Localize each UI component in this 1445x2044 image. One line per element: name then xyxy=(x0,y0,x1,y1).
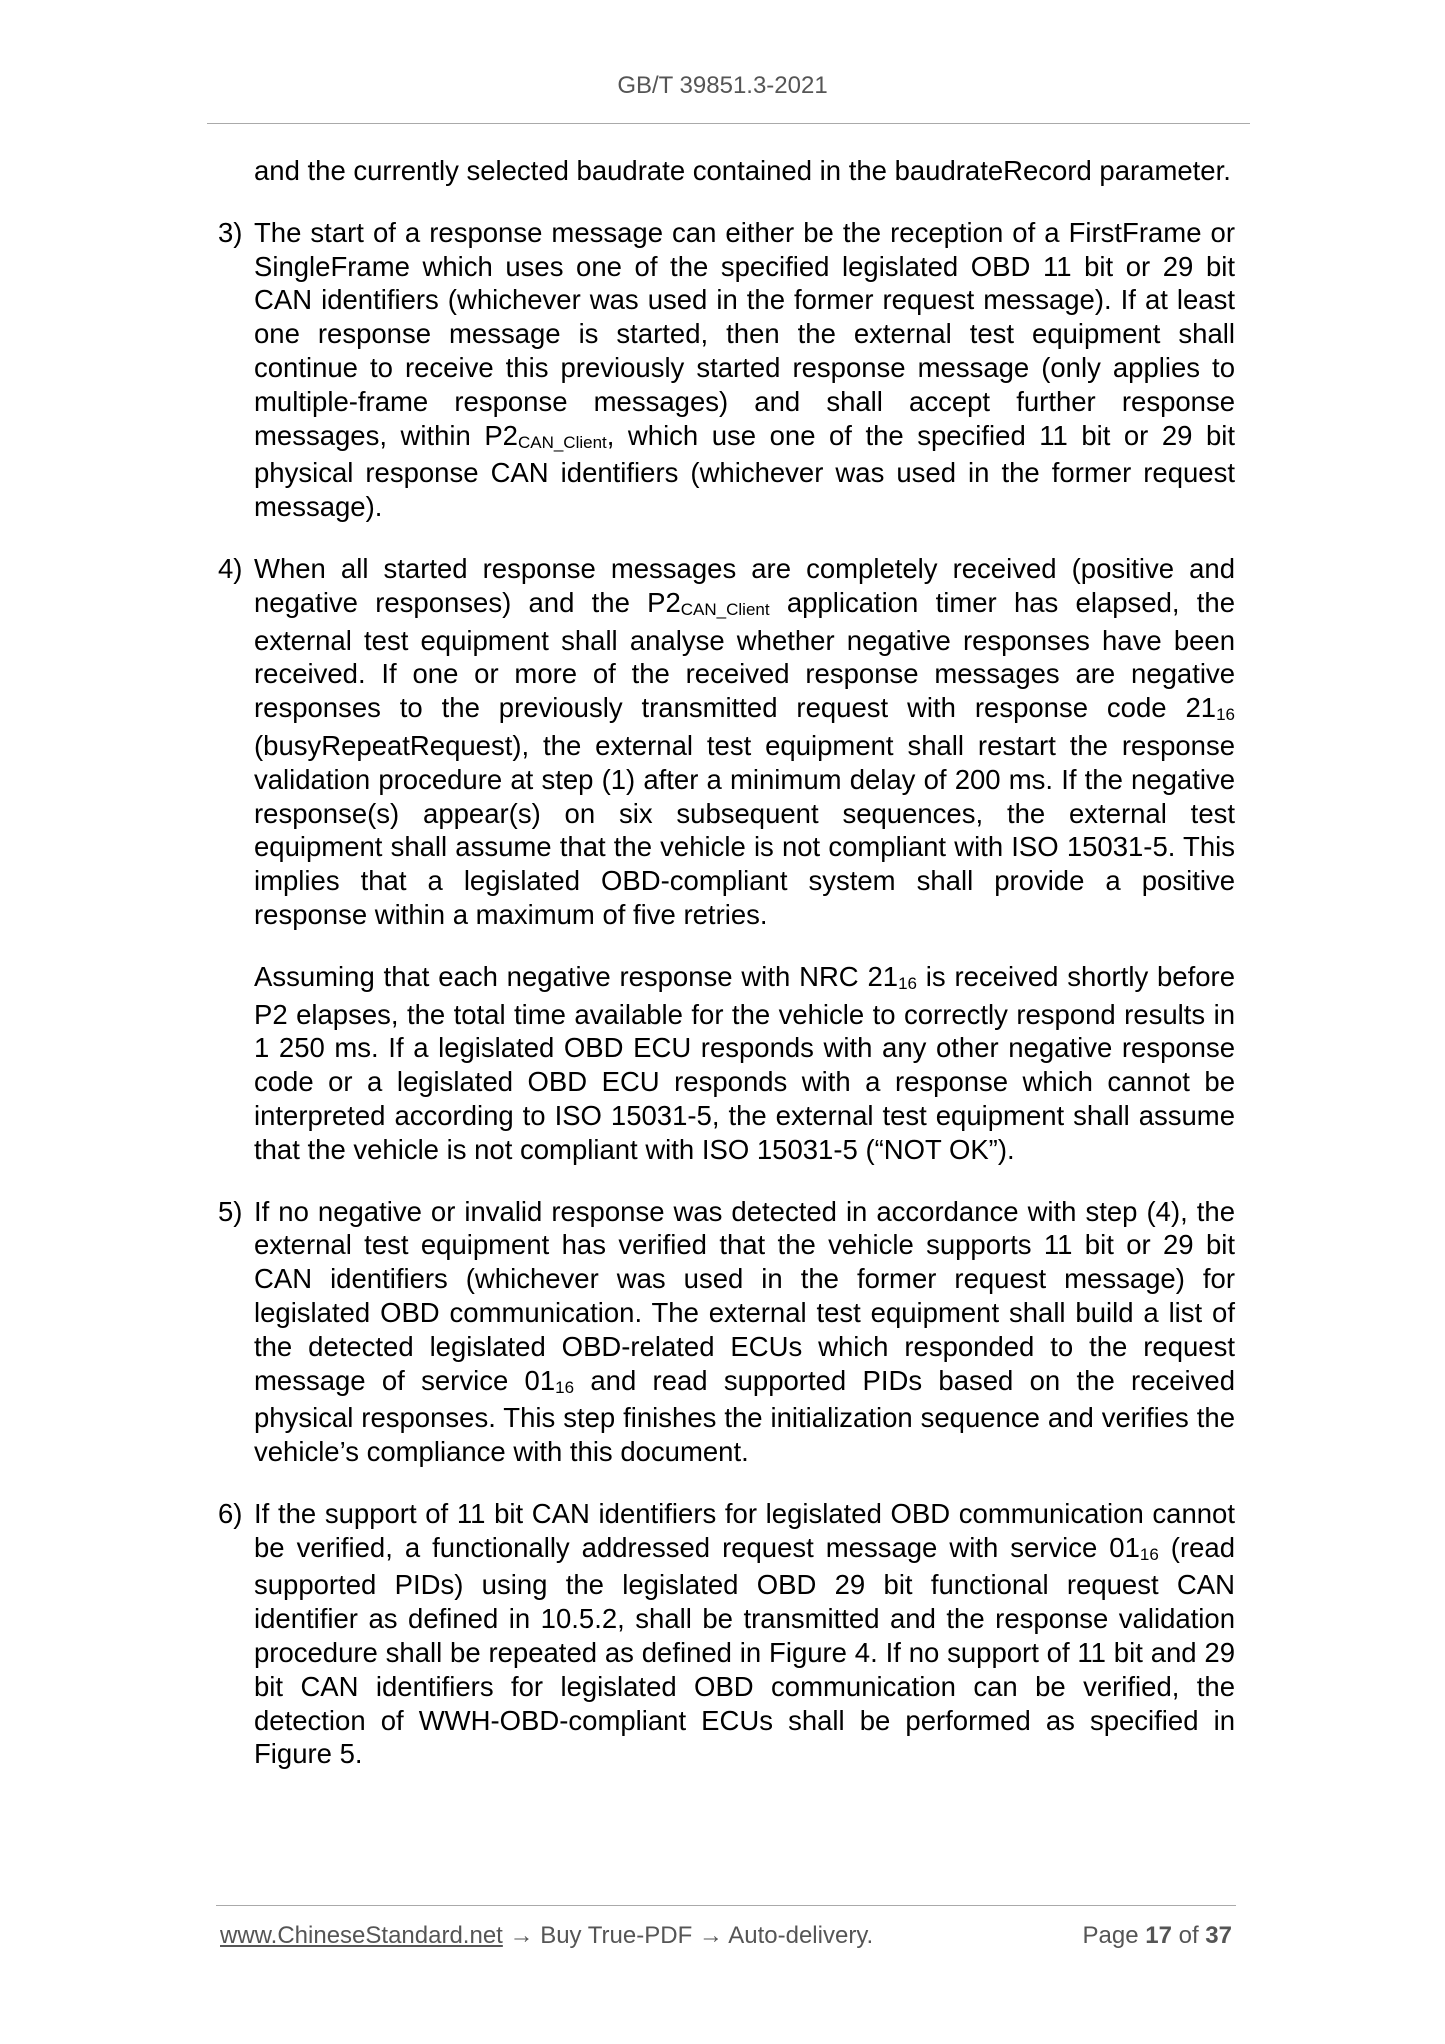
arrow-icon: → xyxy=(509,1922,534,1949)
header-divider xyxy=(207,123,1250,124)
document-body xyxy=(218,154,1235,1799)
text-run: and the currently selected baudrate contained in the baudrateRecord parameter. xyxy=(254,155,1231,186)
list-number: 6) xyxy=(218,1497,243,1529)
paragraph xyxy=(254,960,1235,1167)
subscript: CAN_Client xyxy=(517,432,607,452)
footer-divider xyxy=(216,1905,1236,1906)
buy-text: Buy True-PDF xyxy=(540,1922,693,1949)
text-run: The start of a response message can either be the reception of a FirstFrame or SingleFrame which uses one of the specified legislated OBD 11 bit or 29 bit CAN identifiers (whichever was used in the former request message). If at least one response message is started, then the external test equipment shall continue to receive this previously started response message (only applies to multiple-frame response messages) and shall accept further response messages, within P2 xyxy=(254,216,1235,451)
text-run: and read supported PIDs based on the received physical responses. This step finishes the initialization sequence and verifies the vehicle’s compliance with this document. xyxy=(254,1364,1235,1468)
paragraph xyxy=(254,154,1235,188)
list-number: 3) xyxy=(218,216,243,248)
text-run: application timer has elapsed, the external test equipment shall analyse whether negative responses have been received. If one or more of the received response messages are negative responses to the previously transmitted request with response code 21 xyxy=(254,586,1235,724)
list-item xyxy=(218,216,1235,524)
list-item xyxy=(218,1195,1235,1469)
page-number: 17 xyxy=(1145,1922,1172,1949)
text-run: , which use one of the specified 11 bit or 29 bit physical response CAN identifiers (whichever was used in the former request message). xyxy=(254,419,1235,523)
text-run: (read supported PIDs) using the legislated OBD 29 bit functional request CAN identifier as defined in 10.5.2, shall be transmitted and the response validation procedure shall be repeated as defined in Figure 4. If no support of 11 bit and 29 bit CAN identifiers for legislated OBD communication can be verified, the detection of WWH-OBD-compliant ECUs shall be performed as specified in Figure 5. xyxy=(254,1531,1235,1770)
page-label: Page xyxy=(1082,1922,1139,1949)
list-number: 4) xyxy=(218,552,243,584)
subscript: 16 xyxy=(555,1377,575,1397)
list-number: 5) xyxy=(218,1195,243,1227)
subscript: CAN_Client xyxy=(680,599,770,619)
delivery-text: Auto-delivery. xyxy=(728,1922,874,1949)
page-total: 37 xyxy=(1205,1922,1232,1949)
subscript: 16 xyxy=(898,973,917,993)
text-run: (busyRepeatRequest), the external test equipment shall restart the response validation procedure at step (1) after a minimum delay of 200 ms. If the negative response(s) appear(s) on six subsequent sequences, the external test equipment shall assume that the vehicle is not compliant with ISO 15031-5. This implies that a legislated OBD-compliant system shall provide a positive response within a maximum of five retries. xyxy=(254,729,1235,930)
text-run: is received shortly before P2 elapses, the total time available for the vehicle to correctly respond results in 1 250 ms. If a legislated OBD ECU responds with any other negative response code or a legislated OBD ECU responds with a response which cannot be interpreted according to ISO 15031-5, the external test equipment shall assume that the vehicle is not compliant with ISO 15031-5 (“NOT OK”). xyxy=(254,960,1235,1165)
page-footer xyxy=(220,1922,1232,1950)
document-header: GB/T 39851.3-2021 xyxy=(617,72,828,99)
website-link[interactable]: www.ChineseStandard.net xyxy=(220,1922,503,1949)
text-run: If no negative or invalid response was detected in accordance with step (4), the external test equipment has verified that the vehicle supports 11 bit or 29 bit CAN identifiers (whichever was used in the former request message) for legislated OBD communication. The external test equipment shall build a list of the detected legislated OBD-related ECUs which responded to the request message of service 01 xyxy=(254,1195,1235,1396)
page-indicator xyxy=(1083,1922,1233,1950)
text-run: Assuming that each negative response with NRC 21 xyxy=(254,960,899,992)
list-item xyxy=(218,552,1235,932)
footer-left xyxy=(220,1922,873,1950)
of-label: of xyxy=(1178,1922,1199,1949)
text-run: If the support of 11 bit CAN identifiers for legislated OBD communication cannot be verified, a functionally addressed request message with service 01 xyxy=(254,1497,1235,1563)
text-run: When all started response messages are completely received (positive and negative responses) and the P2 xyxy=(254,552,1235,618)
subscript: 16 xyxy=(1139,1544,1159,1564)
list-item xyxy=(218,1497,1235,1771)
arrow-icon: → xyxy=(698,1922,723,1949)
subscript: 16 xyxy=(1216,705,1235,725)
